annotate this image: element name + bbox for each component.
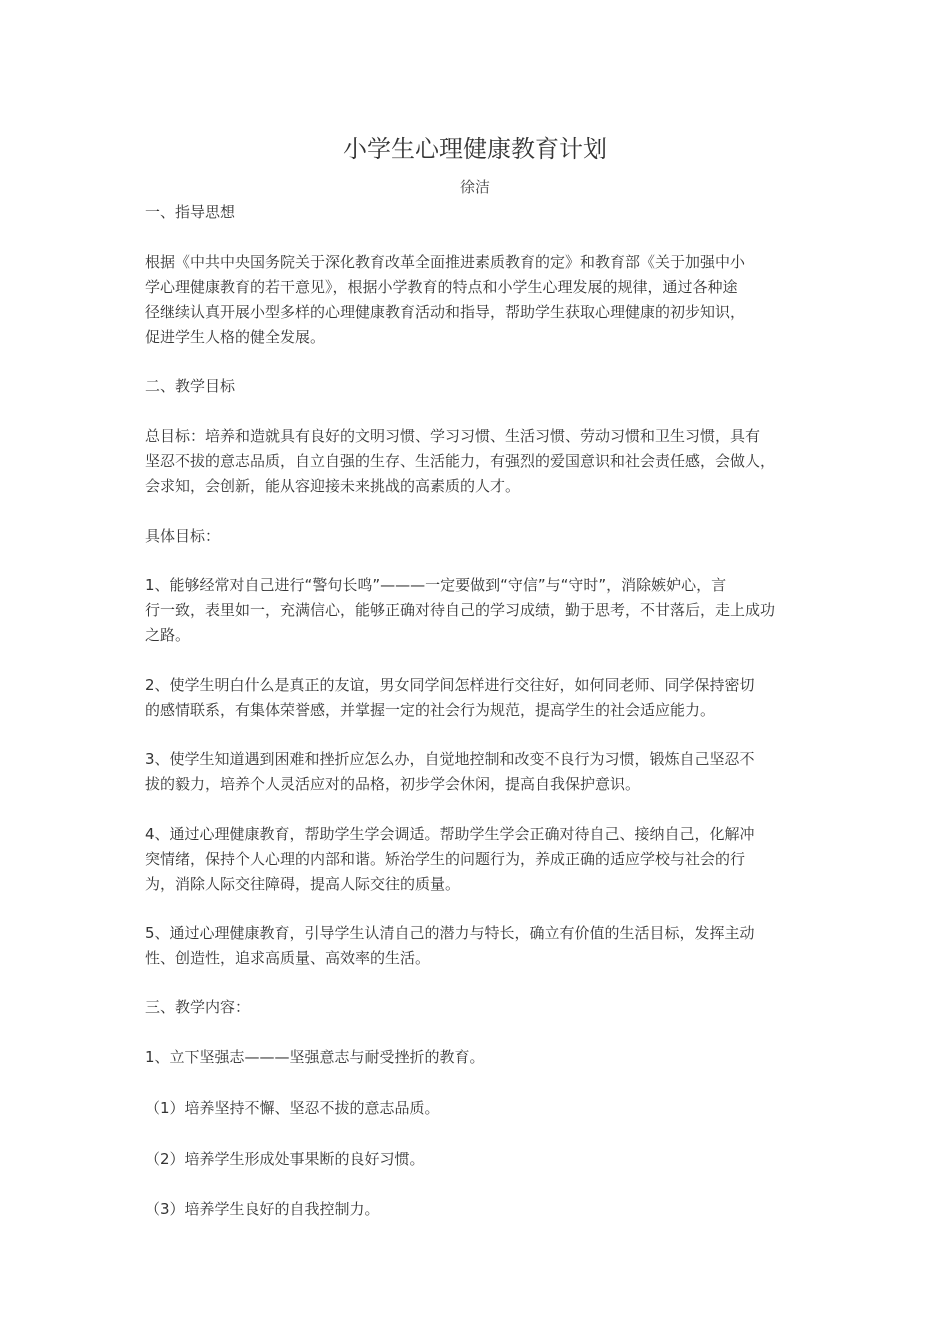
paragraph-line: 的感情联系，有集体荣誉感，并掌握一定的社会行为规范，提高学生的社会适应能力。 — [145, 701, 716, 719]
paragraph-line: 根据《中共中央国务院关于深化教育改革全面推进素质教育的定》和教育部《关于加强中小 — [145, 253, 746, 271]
paragraph-line: 总目标：培养和造就具有良好的文明习惯、学习习惯、生活习惯、劳动习惯和卫生习惯，具有 — [145, 427, 761, 445]
paragraph-line: 为，消除人际交往障碍，提高人际交往的质量。 — [145, 875, 461, 893]
paragraph-line: 2、使学生明白什么是真正的友谊，男女同学间怎样进行交往好，如何同老师、同学保持密切 — [145, 676, 755, 694]
paragraph-line: 会求知，会创新，能从容迎接未来挑战的高素质的人才。 — [145, 477, 521, 495]
paragraph-line: 行一致，表里如一，充满信心，能够正确对待自己的学习成绩，勤于思考，不甘落后，走上成功 — [145, 601, 776, 619]
specific-goals-heading: 具体目标： — [145, 527, 221, 545]
content-subitem-1: （1）培养坚持不懈、坚忍不拔的意志品质。 — [145, 1099, 440, 1117]
section-heading-2: 二、教学目标 — [145, 377, 236, 395]
paragraph-line: 4、通过心理健康教育，帮助学生学会调适。帮助学生学会正确对待自己、接纳自己，化解冲 — [145, 825, 755, 843]
paragraph-line: 突情绪，保持个人心理的内部和谐。矫治学生的问题行为，养成正确的适应学校与社会的行 — [145, 850, 746, 868]
paragraph-line: 1、能够经常对自己进行“警句长鸣”———一定要做到“守信”与“守时”，消除嫉妒心，言 — [145, 576, 727, 594]
paragraph-line: 性、创造性，追求高质量、高效率的生活。 — [145, 949, 431, 967]
paragraph-line: 促进学生人格的健全发展。 — [145, 328, 326, 346]
paragraph-line: 学心理健康教育的若干意见》，根据小学教育的特点和小学生心理发展的规律，通过各种途 — [145, 278, 738, 296]
paragraph-line: 坚忍不拔的意志品质，自立自强的生存、生活能力，有强烈的爱国意识和社会责任感，会做人， — [145, 452, 776, 470]
document-title: 小学生心理健康教育计划 — [343, 135, 607, 163]
section-heading-3: 三、教学内容： — [145, 998, 251, 1016]
section-heading-1: 一、指导思想 — [145, 203, 236, 221]
content-item-1: 1、立下坚强志———坚强意志与耐受挫折的教育。 — [145, 1048, 485, 1066]
paragraph-line: 之路。 — [145, 626, 191, 644]
paragraph-line: 径继续认真开展小型多样的心理健康教育活动和指导，帮助学生获取心理健康的初步知识， — [145, 303, 746, 321]
content-subitem-3: （3）培养学生良好的自我控制力。 — [145, 1200, 380, 1218]
paragraph-line: 3、使学生知道遇到困难和挫折应怎么办，自觉地控制和改变不良行为习惯，锻炼自己坚忍不 — [145, 750, 755, 768]
paragraph-line: 拔的毅力，培养个人灵活应对的品格，初步学会休闲，提高自我保护意识。 — [145, 775, 641, 793]
content-subitem-2: （2）培养学生形成处事果断的良好习惯。 — [145, 1150, 425, 1168]
document-author: 徐洁 — [459, 178, 490, 196]
paragraph-line: 5、通过心理健康教育，引导学生认清自己的潜力与特长，确立有价值的生活目标，发挥主动 — [145, 924, 755, 942]
